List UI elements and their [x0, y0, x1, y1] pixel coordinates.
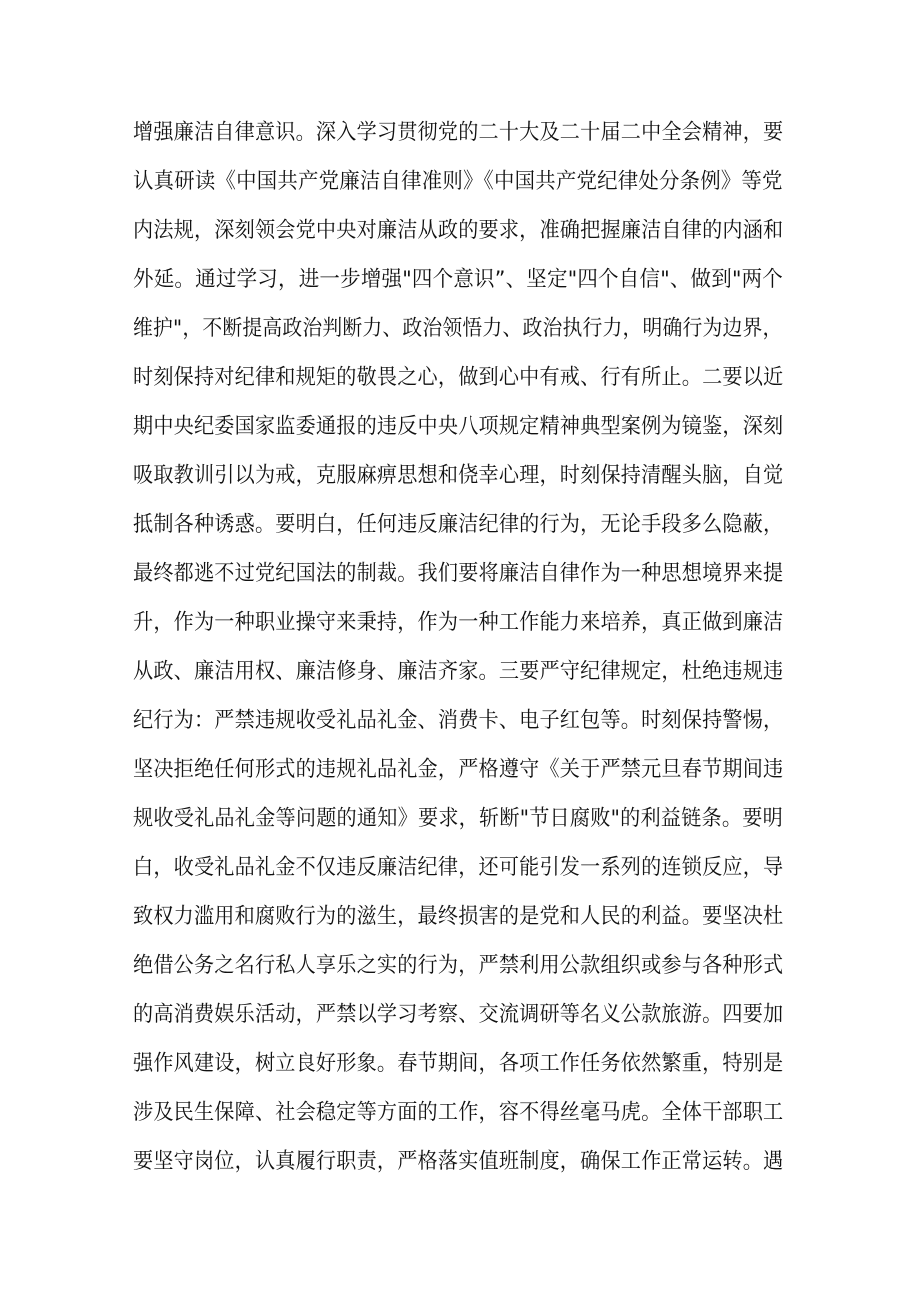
text-line: 抵制各种诱惑。要明白，任何违反廉洁纪律的行为，无论手段多么隐蔽，: [133, 512, 784, 537]
text-line: 规收受礼品礼金等问题的通知》要求，斩断"节日腐败"的利益链条。要明: [133, 806, 783, 831]
text-line: 纪行为：严禁违规收受礼品礼金、消费卡、电子红包等。时刻保持警惕，: [133, 708, 784, 733]
text-line: 增强廉洁自律意识。深入学习贯彻党的二十大及二十届二中全会精神，要: [133, 120, 784, 145]
text-line: 内法规，深刻领会党中央对廉洁从政的要求，准确把握廉洁自律的内涵和: [133, 218, 784, 243]
text-line: 维护"，不断提高政治判断力、政治领悟力、政治执行力，明确行为边界，: [133, 316, 783, 341]
text-line: 的高消费娱乐活动，严禁以学习考察、交流调研等名义公款旅游。四要加: [133, 1002, 784, 1027]
text-line: 绝借公务之名行私人享乐之实的行为，严禁利用公款组织或参与各种形式: [133, 953, 784, 978]
text-line: 坚决拒绝任何形式的违规礼品礼金，严格遵守《关于严禁元旦春节期间违: [133, 757, 784, 782]
text-line: 最终都逃不过党纪国法的制裁。我们要将廉洁自律作为一种思想境界来提: [133, 561, 784, 586]
text-line: 外延。通过学习，进一步增强"四个意识”、坚定"四个自信"、做到"两个: [133, 267, 784, 292]
text-line: 认真研读《中国共产党廉洁自律准则》《中国共产党纪律处分条例》等党: [133, 169, 783, 194]
text-line: 要坚守岗位，认真履行职责，严格落实值班制度，确保工作正常运转。遇: [133, 1149, 784, 1174]
text-line: 吸取教训引以为戒，克服麻痹思想和侥幸心理，时刻保持清醒头脑，自觉: [133, 463, 784, 488]
text-line: 从政、廉洁用权、廉洁修身、廉洁齐家。三要严守纪律规定，杜绝违规违: [133, 659, 784, 684]
text-line: 白，收受礼品礼金不仅违反廉洁纪律，还可能引发一系列的连锁反应，导: [133, 855, 784, 880]
text-line: 强作风建设，树立良好形象。春节期间，各项工作任务依然繁重，特别是: [133, 1051, 784, 1076]
text-line: 致权力滥用和腐败行为的滋生，最终损害的是党和人民的利益。要坚决杜: [133, 904, 784, 929]
text-line: 升，作为一种职业操守来秉持，作为一种工作能力来培养，真正做到廉洁: [133, 610, 784, 635]
text-line: 时刻保持对纪律和规矩的敬畏之心，做到心中有戒、行有所止。二要以近: [133, 365, 784, 390]
text-line: 期中央纪委国家监委通报的违反中央八项规定精神典型案例为镜鉴，深刻: [133, 414, 784, 439]
text-line: 涉及民生保障、社会稳定等方面的工作，容不得丝毫马虎。全体干部职工: [133, 1100, 784, 1125]
